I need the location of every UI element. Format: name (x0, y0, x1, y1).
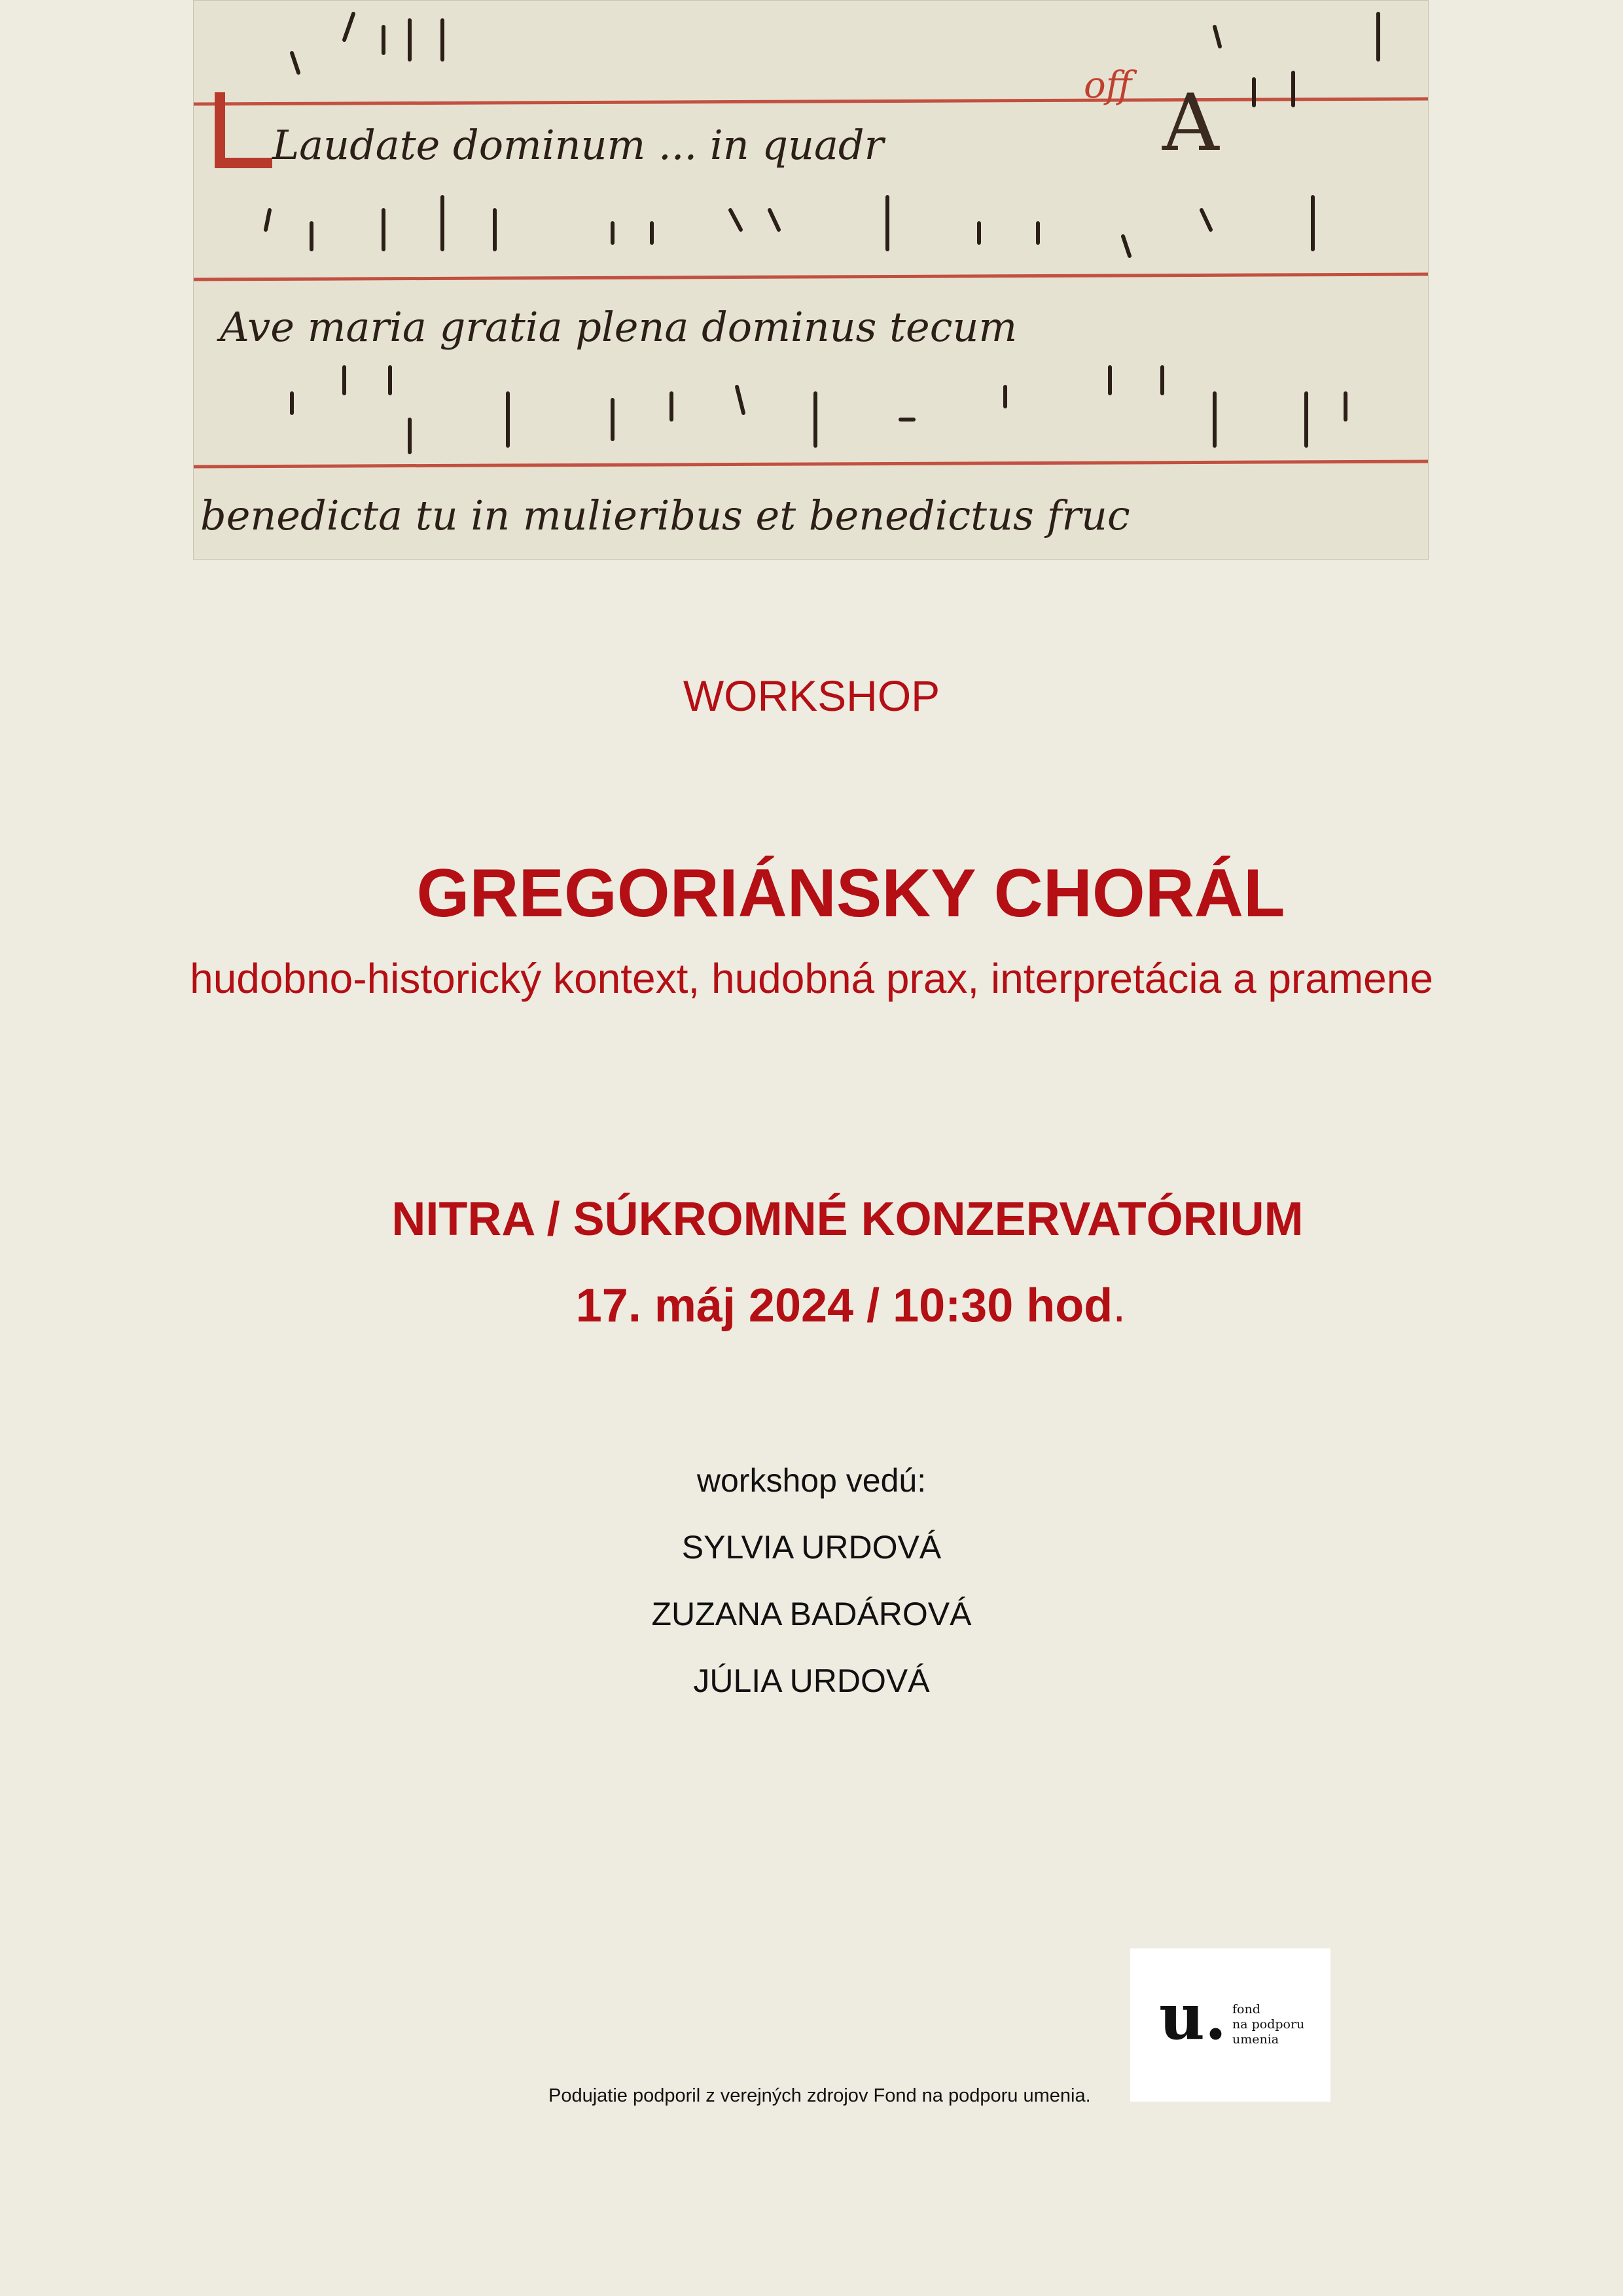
event-title: GREGORIÁNSKY CHORÁL (416, 855, 1285, 931)
event-subtitle: hudobno-historický kontext, hudobná prax, interpretácia a pramene (190, 955, 1433, 1002)
svg-text:benedicta tu in mulieribus et: benedicta tu in mulieribus et benedictus fruc (200, 492, 1130, 539)
leader-name: ZUZANA BADÁROVÁ (651, 1596, 972, 1632)
fpu-logo (1130, 1948, 1330, 2102)
svg-text:Ave maria gratia plena dominus: Ave maria gratia plena dominus tecum (220, 303, 1018, 351)
leader-name: SYLVIA URDOVÁ (681, 1529, 942, 1566)
leaders-label: workshop vedú: (696, 1462, 927, 1499)
svg-text:Laudate dominum ... in quadr: Laudate dominum ... in quadr (272, 121, 884, 169)
logo-line: umenia (1232, 2032, 1279, 2047)
event-datetime (39, 1274, 1623, 1337)
chant-notation-illustration (194, 1, 1429, 560)
logo-line: fond (1232, 2002, 1260, 2017)
event-location: NITRA / SÚKROMNÉ KONZERVATÓRIUM (391, 1193, 1304, 1246)
logo-mark: u. (1159, 1980, 1227, 2054)
logo-line: na podporu (1232, 2017, 1305, 2032)
logo-text (1232, 2002, 1304, 2047)
svg-text:A: A (1162, 78, 1219, 169)
event-datetime-value: 17. máj 2024 / 10:30 hod (575, 1280, 1113, 1332)
workshop-label: WORKSHOP (683, 672, 940, 720)
event-datetime-suffix: . (1113, 1280, 1126, 1332)
leader-name: JÚLIA URDOVÁ (693, 1662, 930, 1699)
svg-text:off: off (1084, 64, 1132, 107)
support-note: Podujatie podporil z verejných zdrojov Fond na podporu umenia. (548, 2085, 1091, 2106)
manuscript-image (193, 0, 1429, 560)
